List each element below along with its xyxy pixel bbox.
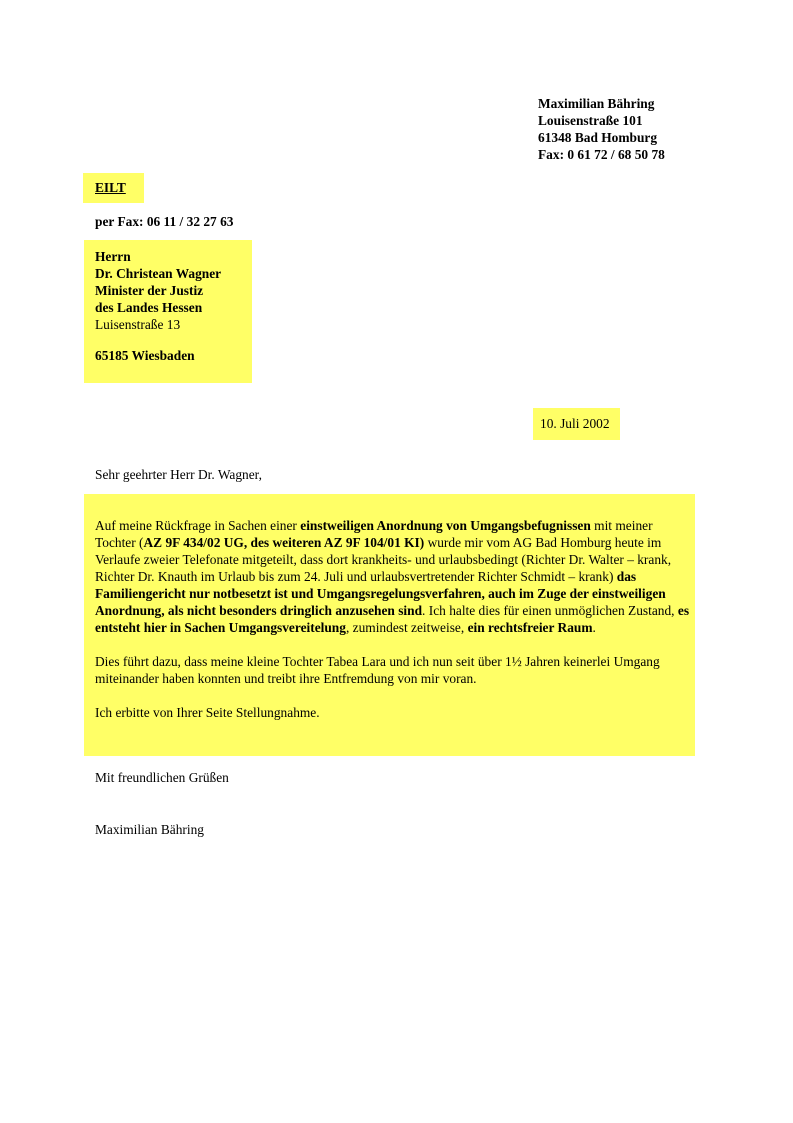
body-emphasis: es entsteht hier in Sachen Umgangsvereitelung xyxy=(95,603,690,635)
recipient-name: Dr. Christean Wagner xyxy=(95,266,222,281)
urgent-label: EILT xyxy=(95,180,126,195)
recipient-title: Minister der Justiz xyxy=(95,283,204,298)
body-text: , zumindest zeitweise, xyxy=(345,620,468,635)
letter-body xyxy=(95,517,693,738)
recipient-street: Luisenstraße 13 xyxy=(95,317,181,332)
signature-name: Maximilian Bähring xyxy=(95,822,204,837)
recipient-address xyxy=(95,248,221,333)
body-paragraph-3: Ich erbitte von Ihrer Seite Stellungnahme. xyxy=(95,705,320,720)
recipient-city: 65185 Wiesbaden xyxy=(95,348,195,363)
body-emphasis: ein rechtsfreier Raum xyxy=(467,620,593,635)
sender-city: 61348 Bad Homburg xyxy=(538,130,658,145)
closing: Mit freundlichen Grüßen xyxy=(95,770,229,785)
fax-line: per Fax: 06 11 / 32 27 63 xyxy=(95,214,234,229)
sender-name: Maximilian Bähring xyxy=(538,96,655,111)
body-text: . Ich halte dies für einen unmöglichen Zustand, xyxy=(422,603,678,618)
body-text: Auf meine Rückfrage in Sachen einer xyxy=(95,518,301,533)
body-text: mit meiner Tochter ( xyxy=(95,518,653,550)
recipient-state: des Landes Hessen xyxy=(95,300,203,315)
sender-street: Louisenstraße 101 xyxy=(538,113,643,128)
body-text: . xyxy=(592,620,596,635)
case-reference: AZ 9F 434/02 UG, des weiteren AZ 9F 104/01 KI) xyxy=(143,535,425,550)
letter-date: 10. Juli 2002 xyxy=(540,416,610,431)
body-paragraph-1 xyxy=(95,517,693,636)
body-emphasis: einstweiligen Anordnung von Umgangsbefugnissen xyxy=(300,518,591,533)
body-emphasis: das Familiengericht nur notbesetzt ist und Umgangsregelungsverfahren, auch im Zuge der einstweiligen Anordnung, als nicht besonders dringlich anzusehen sind xyxy=(95,569,666,618)
greeting: Sehr geehrter Herr Dr. Wagner, xyxy=(95,467,262,482)
body-text: wurde mir vom AG Bad Homburg heute im Verlaufe zweier Telefonate mitgeteilt, dass dort krankheits- und urlaubsbedingt (Richter Dr. Walter – krank, Richter Dr. Knauth im Urlaub bis zum 24. Juli und urlaubsvertretender Richter Schmidt – krank) xyxy=(95,535,672,584)
recipient-salutation: Herrn xyxy=(95,249,131,264)
sender-address xyxy=(538,95,665,163)
body-paragraph-2: Dies führt dazu, dass meine kleine Tochter Tabea Lara und ich nun seit über 1½ Jahren keinerlei Umgang miteinander haben konnten und treibt ihre Entfremdung von mir voran. xyxy=(95,654,660,686)
sender-fax: Fax: 0 61 72 / 68 50 78 xyxy=(538,147,665,162)
